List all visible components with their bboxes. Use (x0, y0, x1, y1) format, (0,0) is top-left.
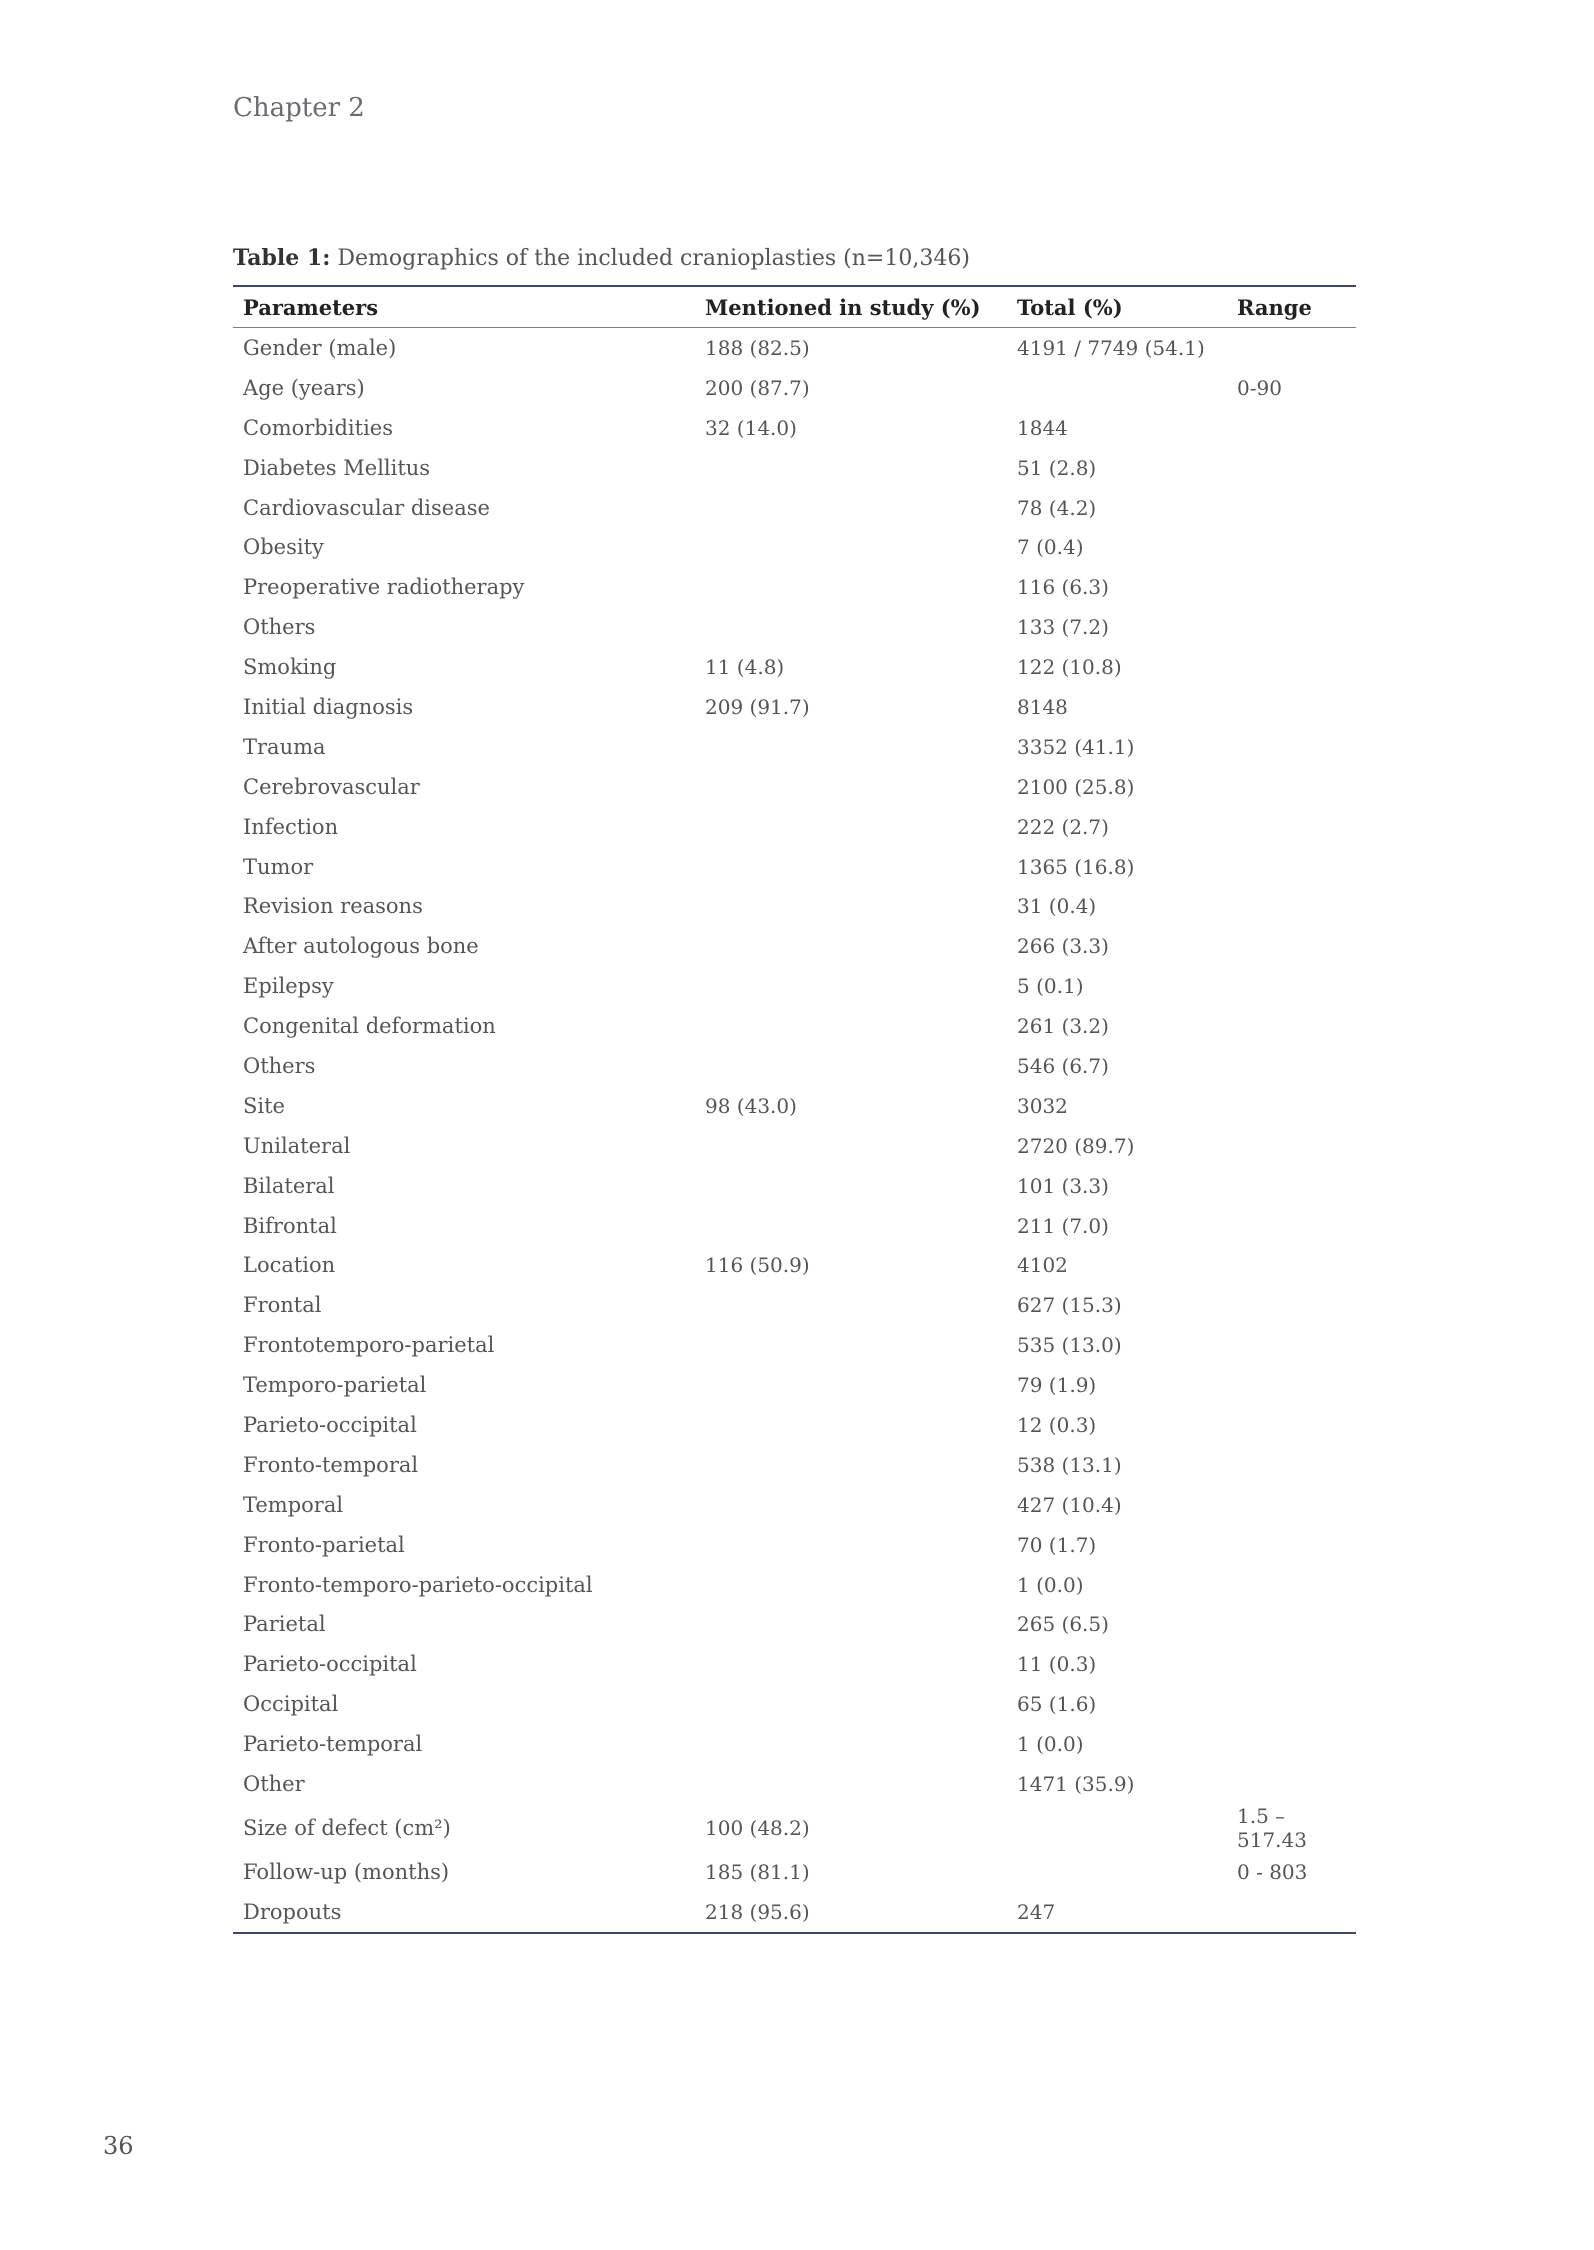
cell-total: 265 (6.5) (1017, 1612, 1109, 1637)
cell-total (1007, 1852, 1227, 1892)
cell-parameter: Parieto-occipital (243, 1412, 417, 1437)
cell-mentioned: 116 (50.9) (705, 1253, 810, 1278)
cell-mentioned (695, 727, 1007, 767)
cell-mentioned (695, 807, 1007, 847)
cell-range (1227, 1166, 1356, 1206)
table-row (233, 1684, 1356, 1724)
cell-range (1227, 607, 1356, 647)
cell-parameter: Temporal (243, 1492, 344, 1517)
cell-total: 122 (10.8) (1017, 655, 1122, 680)
cell-parameter: Fronto-temporo-parieto-occipital (243, 1572, 593, 1597)
cell-mentioned (695, 1405, 1007, 1445)
cell-range (1227, 1684, 1356, 1724)
cell-parameter: Bifrontal (243, 1213, 337, 1238)
cell-mentioned (695, 1006, 1007, 1046)
cell-range (1227, 1285, 1356, 1325)
cell-parameter: Dropouts (233, 1892, 695, 1933)
cell-total: 79 (1.9) (1017, 1373, 1097, 1398)
cell-total: 427 (10.4) (1017, 1492, 1122, 1517)
table-row (233, 647, 1356, 687)
cell-range (1227, 1445, 1356, 1485)
cell-total: 65 (1.6) (1017, 1692, 1097, 1717)
table-caption-text: Demographics of the included cranioplasties (n=10,346) (330, 246, 970, 271)
cell-mentioned (695, 1365, 1007, 1405)
cell-range (1227, 1046, 1356, 1086)
cell-parameter: Bilateral (243, 1173, 335, 1198)
cell-range (1227, 687, 1356, 727)
cell-mentioned (695, 1166, 1007, 1206)
cell-parameter: After autologous bone (243, 934, 479, 959)
cell-total: 1471 (35.9) (1017, 1772, 1135, 1796)
cell-range (1227, 1086, 1356, 1126)
cell-parameter: Unilateral (243, 1133, 351, 1158)
table-row (233, 1764, 1356, 1804)
cell-parameter: Frontal (243, 1293, 322, 1318)
table-body (233, 328, 1356, 1933)
cell-range (1227, 527, 1356, 567)
cell-parameter: Tumor (243, 854, 314, 879)
cell-parameter: Initial diagnosis (243, 694, 414, 719)
cell-parameter: Fronto-temporal (243, 1452, 419, 1477)
table-row (233, 1892, 1356, 1933)
cell-total: 535 (13.0) (1017, 1333, 1122, 1358)
table-row (233, 1206, 1356, 1246)
cell-range (1227, 1764, 1356, 1804)
table-row (233, 1166, 1356, 1206)
cell-parameter: Follow-up (months) (243, 1859, 450, 1884)
table-row (233, 1644, 1356, 1684)
cell-range (1227, 1325, 1356, 1365)
cell-range: 1.5 – 517.43 (1237, 1803, 1307, 1852)
cell-range (1227, 727, 1356, 767)
cell-parameter: Frontotemporo-parietal (243, 1333, 495, 1358)
cell-parameter: Preoperative radiotherapy (243, 575, 525, 600)
table-row (233, 1086, 1356, 1126)
cell-mentioned: 32 (14.0) (705, 415, 797, 440)
cell-mentioned (695, 527, 1007, 567)
cell-mentioned (695, 1565, 1007, 1605)
cell-parameter: Obesity (243, 535, 324, 560)
cell-total: 211 (7.0) (1017, 1213, 1109, 1238)
cell-parameter: Size of defect (cm²) (243, 1815, 451, 1840)
cell-range (1227, 647, 1356, 687)
column-header-parameters: Parameters (233, 286, 695, 328)
cell-parameter: Fronto-parietal (243, 1532, 405, 1557)
table-row (233, 1445, 1356, 1485)
page-number: 36 (103, 2132, 134, 2160)
table-row (233, 847, 1356, 887)
cell-mentioned (695, 1206, 1007, 1246)
cell-total: 3352 (41.1) (1017, 734, 1135, 759)
cell-parameter: Parieto-occipital (243, 1652, 417, 1677)
cell-range (1227, 1006, 1356, 1046)
chapter-header: Chapter 2 (233, 93, 365, 123)
table-row (233, 926, 1356, 966)
cell-mentioned: 188 (82.5) (705, 335, 810, 360)
cell-parameter: Location (243, 1253, 336, 1278)
cell-total: 2100 (25.8) (1017, 774, 1135, 799)
cell-range (1227, 926, 1356, 966)
table-row (233, 368, 1356, 408)
cell-mentioned (695, 1684, 1007, 1724)
table-row (233, 1285, 1356, 1325)
table-row (233, 1405, 1356, 1445)
cell-range (1227, 966, 1356, 1006)
cell-parameter: Comorbidities (243, 415, 393, 440)
cell-range (1227, 488, 1356, 528)
table-row (233, 767, 1356, 807)
table-row (233, 1804, 1356, 1852)
cell-total: 1 (0.0) (1017, 1572, 1084, 1597)
table-row (233, 527, 1356, 567)
cell-mentioned: 100 (48.2) (705, 1815, 810, 1840)
cell-total: 1365 (16.8) (1017, 854, 1135, 879)
cell-total: 51 (2.8) (1017, 455, 1097, 480)
cell-total: 546 (6.7) (1017, 1053, 1109, 1078)
demographics-table (233, 285, 1356, 1934)
cell-mentioned (695, 1046, 1007, 1086)
table-row (233, 966, 1356, 1006)
cell-range (1227, 1405, 1356, 1445)
column-header-range: Range (1227, 286, 1356, 328)
cell-total: 78 (4.2) (1017, 495, 1097, 520)
cell-mentioned (695, 1445, 1007, 1485)
cell-parameter: Age (years) (243, 375, 365, 400)
cell-parameter: Infection (243, 814, 339, 839)
cell-range (1227, 1126, 1356, 1166)
table-row (233, 807, 1356, 847)
cell-range (1227, 847, 1356, 887)
cell-mentioned: 11 (4.8) (705, 655, 785, 680)
table-row (233, 1365, 1356, 1405)
cell-total (1007, 1804, 1227, 1852)
cell-mentioned (695, 1325, 1007, 1365)
cell-mentioned (695, 767, 1007, 807)
cell-parameter: Revision reasons (243, 894, 423, 919)
table-row (233, 328, 1356, 368)
table-caption (233, 245, 970, 271)
cell-mentioned (695, 1485, 1007, 1525)
cell-range (1227, 1525, 1356, 1565)
cell-total: 70 (1.7) (1017, 1532, 1097, 1557)
cell-mentioned: 218 (95.6) (695, 1892, 1007, 1933)
cell-mentioned (695, 488, 1007, 528)
cell-parameter: Cerebrovascular (243, 774, 420, 799)
table-row (233, 448, 1356, 488)
cell-mentioned (695, 1605, 1007, 1645)
cell-range (1227, 1206, 1356, 1246)
cell-range (1227, 1245, 1356, 1285)
cell-range (1227, 886, 1356, 926)
cell-mentioned: 200 (87.7) (705, 375, 810, 400)
table-row (233, 607, 1356, 647)
table-row (233, 408, 1356, 448)
cell-total: 5 (0.1) (1017, 974, 1084, 999)
cell-total: 116 (6.3) (1017, 575, 1109, 600)
table-row (233, 886, 1356, 926)
table-row (233, 1724, 1356, 1764)
cell-mentioned (695, 1644, 1007, 1684)
cell-mentioned: 209 (91.7) (705, 694, 810, 719)
cell-parameter: Site (243, 1093, 285, 1118)
cell-range (1227, 1644, 1356, 1684)
cell-range (1227, 448, 1356, 488)
cell-mentioned (695, 966, 1007, 1006)
table-caption-label: Table 1: (233, 245, 331, 271)
table-row (233, 567, 1356, 607)
cell-range (1227, 1365, 1356, 1405)
cell-total: 261 (3.2) (1017, 1014, 1109, 1039)
table-row (233, 488, 1356, 528)
cell-mentioned (695, 1724, 1007, 1764)
table-row (233, 1126, 1356, 1166)
cell-parameter: Smoking (243, 655, 337, 680)
cell-total: 133 (7.2) (1017, 615, 1109, 640)
cell-total: 1844 (1017, 415, 1068, 440)
cell-parameter: Trauma (243, 734, 326, 759)
table-row (233, 1485, 1356, 1525)
cell-mentioned (695, 1764, 1007, 1804)
cell-total: 222 (2.7) (1017, 814, 1109, 839)
cell-parameter: Occipital (243, 1692, 339, 1717)
cell-range (1227, 807, 1356, 847)
table-row (233, 687, 1356, 727)
cell-total: 4191 / 7749 (54.1) (1017, 335, 1205, 360)
cell-parameter: Other (243, 1772, 305, 1796)
cell-total: 4102 (1017, 1253, 1068, 1278)
cell-mentioned: 185 (81.1) (705, 1859, 810, 1884)
cell-range (1227, 567, 1356, 607)
cell-total: 12 (0.3) (1017, 1412, 1097, 1437)
cell-total: 7 (0.4) (1017, 535, 1084, 560)
cell-total: 31 (0.4) (1017, 894, 1097, 919)
table-header-row (233, 286, 1356, 328)
cell-total: 8148 (1017, 694, 1068, 719)
cell-mentioned (695, 607, 1007, 647)
cell-range: 0-90 (1237, 375, 1282, 400)
cell-total: 1 (0.0) (1017, 1732, 1084, 1757)
table-row (233, 1006, 1356, 1046)
cell-parameter: Others (243, 1053, 316, 1078)
cell-range (1227, 1485, 1356, 1525)
table-row (233, 1325, 1356, 1365)
cell-total: 11 (0.3) (1017, 1652, 1097, 1677)
cell-parameter: Others (243, 615, 316, 640)
cell-mentioned (695, 847, 1007, 887)
table-row (233, 1605, 1356, 1645)
cell-parameter: Cardiovascular disease (243, 495, 490, 520)
cell-mentioned (695, 1126, 1007, 1166)
cell-parameter: Congenital deformation (243, 1014, 496, 1039)
table-row (233, 1046, 1356, 1086)
cell-total: 538 (13.1) (1017, 1452, 1122, 1477)
cell-range (1227, 1565, 1356, 1605)
cell-parameter: Parietal (243, 1612, 326, 1637)
cell-total: 627 (15.3) (1017, 1293, 1122, 1318)
cell-parameter: Epilepsy (243, 974, 334, 999)
column-header-mentioned: Mentioned in study (%) (695, 286, 1007, 328)
cell-range (1227, 767, 1356, 807)
table-row (233, 1565, 1356, 1605)
cell-range (1227, 1605, 1356, 1645)
cell-range (1227, 328, 1356, 368)
cell-mentioned (695, 1285, 1007, 1325)
cell-mentioned (695, 886, 1007, 926)
cell-parameter: Temporo-parietal (243, 1373, 427, 1398)
cell-range: 0 - 803 (1237, 1859, 1308, 1884)
cell-mentioned (695, 567, 1007, 607)
cell-total: 101 (3.3) (1017, 1173, 1109, 1198)
cell-mentioned (695, 448, 1007, 488)
column-header-total: Total (%) (1007, 286, 1227, 328)
cell-total: 266 (3.3) (1017, 934, 1109, 959)
cell-range (1227, 408, 1356, 448)
cell-mentioned (695, 926, 1007, 966)
cell-range (1227, 1892, 1356, 1933)
cell-range (1227, 1724, 1356, 1764)
table-row (233, 1525, 1356, 1565)
cell-total (1007, 368, 1227, 408)
cell-mentioned (695, 1525, 1007, 1565)
cell-total: 247 (1007, 1892, 1227, 1933)
cell-parameter: Parieto-temporal (243, 1732, 423, 1757)
table-row (233, 1852, 1356, 1892)
cell-total: 3032 (1017, 1093, 1068, 1118)
cell-parameter: Gender (male) (243, 335, 397, 360)
cell-parameter: Diabetes Mellitus (243, 455, 431, 480)
cell-total: 2720 (89.7) (1017, 1133, 1135, 1158)
cell-mentioned: 98 (43.0) (705, 1093, 797, 1118)
table-row (233, 727, 1356, 767)
table-row (233, 1245, 1356, 1285)
